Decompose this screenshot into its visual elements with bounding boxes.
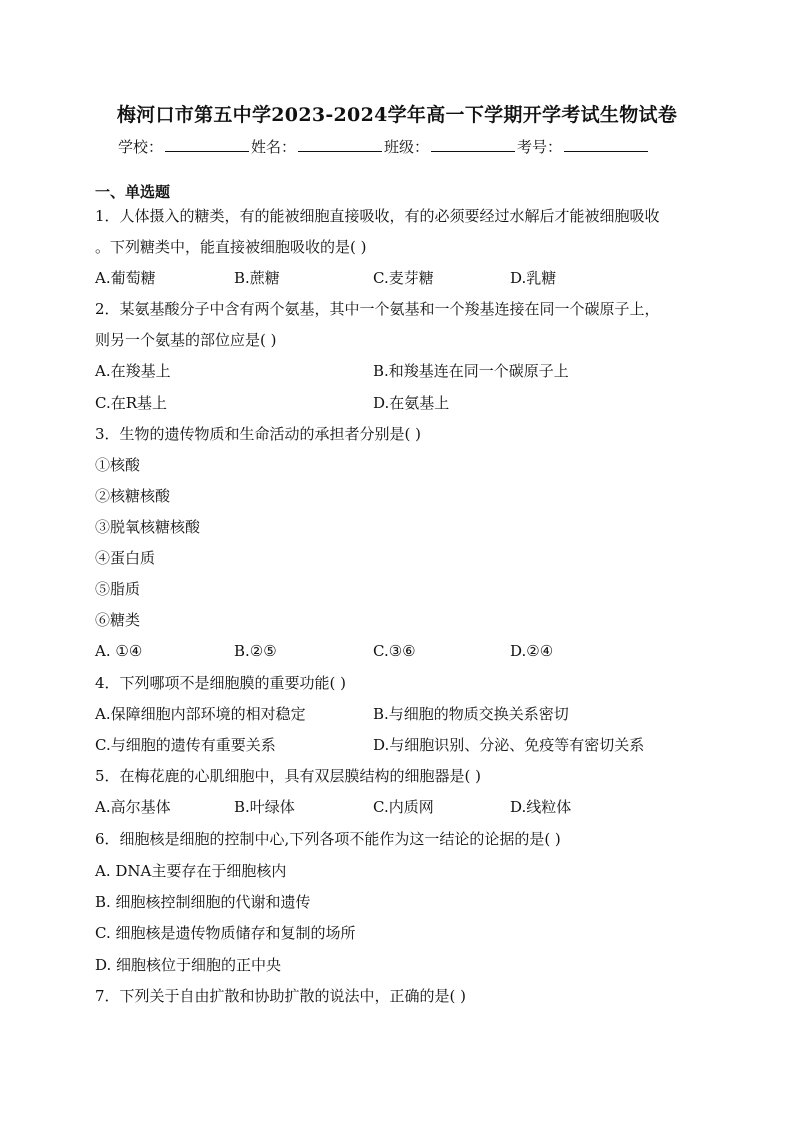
question-1-option-b[interactable]: B.蔗糖 [234, 269, 280, 287]
question-5-option-b[interactable]: B.叶绿体 [234, 798, 295, 816]
question-3-item-1: ①核酸 [95, 456, 141, 474]
section-title: 一、单选题 [95, 183, 171, 201]
question-2-stem-line-1: 2．某氨基酸分子中含有两个氨基，其中一个氨基和一个羧基连接在同一个碳原子上， [95, 300, 660, 318]
question-3-option-a[interactable]: A. ①④ [95, 642, 143, 660]
school-label: 学校： [118, 138, 164, 156]
question-1-option-a[interactable]: A.葡萄糖 [95, 269, 156, 287]
question-4-stem: 4．下列哪项不是细胞膜的重要功能( ) [95, 674, 347, 692]
question-5-option-c[interactable]: C.内质网 [373, 798, 434, 816]
exam-title: 梅河口市第五中学2023-2024学年高一下学期开学考试生物试卷 [116, 104, 678, 126]
question-6-option-b[interactable]: B. 细胞核控制细胞的代谢和遗传 [95, 893, 311, 911]
school-blank[interactable] [165, 137, 249, 152]
question-2-option-d[interactable]: D.在氨基上 [373, 394, 450, 412]
question-1-option-d[interactable]: D.乳糖 [510, 269, 557, 287]
question-3-item-2: ②核糖核酸 [95, 487, 171, 505]
question-2-stem-line-2: 则另一个氨基的部位应是( ) [95, 331, 277, 349]
question-1-stem-line-1: 1．人体摄入的糖类，有的能被细胞直接吸收，有的必须要经过水解后才能被细胞吸收 [95, 207, 660, 225]
question-2-option-b[interactable]: B.和羧基连在同一个碳原子上 [373, 362, 569, 380]
question-2-option-c[interactable]: C.在R基上 [95, 394, 168, 412]
question-5-option-d[interactable]: D.线粒体 [510, 798, 572, 816]
question-4-option-c[interactable]: C.与细胞的遗传有重要关系 [95, 736, 276, 754]
question-7-stem: 7．下列关于自由扩散和协助扩散的说法中，正确的是( ) [95, 987, 467, 1005]
question-5-option-a[interactable]: A.高尔基体 [95, 798, 171, 816]
question-4-option-b[interactable]: B.与细胞的物质交换关系密切 [373, 705, 569, 723]
question-6-option-a[interactable]: A. DNA主要存在于细胞核内 [95, 862, 287, 880]
question-3-item-6: ⑥糖类 [95, 611, 141, 629]
question-6-option-d[interactable]: D. 细胞核位于细胞的正中央 [95, 956, 282, 974]
number-blank[interactable] [564, 137, 648, 152]
student-info-row [118, 136, 650, 157]
question-3-item-5: ⑤脂质 [95, 580, 141, 598]
question-4-option-a[interactable]: A.保障细胞内部环境的相对稳定 [95, 705, 306, 723]
question-5-stem: 5．在梅花鹿的心肌细胞中，具有双层膜结构的细胞器是( ) [95, 767, 482, 785]
class-blank[interactable] [431, 137, 515, 152]
question-3-option-b[interactable]: B.②⑤ [234, 642, 277, 660]
class-label: 班级： [384, 138, 430, 156]
number-label: 考号： [517, 138, 563, 156]
question-3-item-4: ④蛋白质 [95, 549, 156, 567]
name-blank[interactable] [298, 137, 382, 152]
question-4-option-d[interactable]: D.与细胞识别、分泌、免疫等有密切关系 [373, 736, 645, 754]
name-label: 姓名： [251, 138, 297, 156]
question-6-option-c[interactable]: C. 细胞核是遗传物质储存和复制的场所 [95, 924, 356, 942]
question-2-option-a[interactable]: A.在羧基上 [95, 362, 171, 380]
question-3-option-c[interactable]: C.③⑥ [373, 642, 416, 660]
question-3-stem: 3．生物的遗传物质和生命活动的承担者分别是( ) [95, 425, 422, 443]
question-1-option-c[interactable]: C.麦芽糖 [373, 269, 434, 287]
question-6-stem: 6．细胞核是细胞的控制中心,下列各项不能作为这一结论的论据的是( ) [95, 830, 561, 848]
question-1-stem-line-2: 。下列糖类中，能直接被细胞吸收的是( ) [95, 238, 367, 256]
question-3-item-3: ③脱氧核糖核酸 [95, 518, 201, 536]
question-3-option-d[interactable]: D.②④ [510, 642, 554, 660]
